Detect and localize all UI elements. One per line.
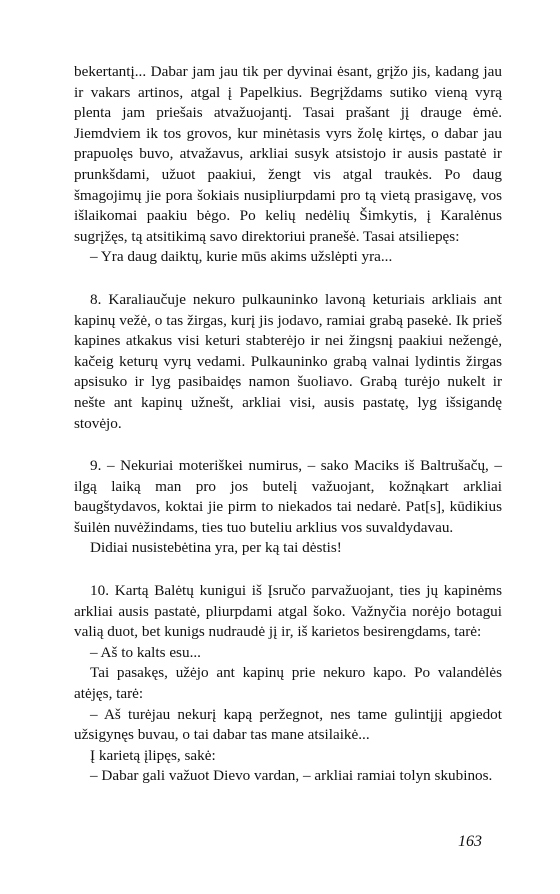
paragraph-9: – Aš turėjau nekurį kapą peržegnot, nes tame gulintįjį apgiedot užsigynęs buvau, o tai dabar tas mane atsilaikė...	[74, 705, 502, 744]
paragraph-7: – Aš to kalts esu...	[90, 643, 201, 661]
paragraph-8: Tai pasakęs, užėjo ant kapinų prie nekuro kapo. Po valandėlės atėjęs, tarė:	[74, 664, 502, 703]
paragraph-4: 9. – Nekuriai moteriškei numirus, – sako Maciks iš Baltrušačų, – ilgą laiką man pro jos butelį važuojant, kožnąkart arkliai baugštydavos, koktai jie pirm to niekados tai nedarė. Pat[s], kūdikius šuilėn nuvėžindams, ties tuo buteliu arklius vos suvaldydavau.	[74, 457, 502, 536]
paragraph-3: 8. Karaliaučuje nekuro pulkauninko lavoną keturiais arkliais ant kapinų vežė, o tas žirgas, kurį jis jodavo, ramiai grabą pasekė. Ik prieš kapines atkakus visi keturi stabterėjo ir nei žingsnį paakiui nežengė, kačeig keturų vyrų vedami. Pulkauninko grabą valnai lydintis žirgas apsisuko ir lyg pasibaidęs namon šuoliavo. Grabą turėjo nukelt ir nešte ant kapinų užnešt, arkliai visi, ausis pastatę, lyg išsigandę stovėjo.	[74, 290, 502, 432]
section-gap	[74, 434, 502, 456]
section-gap	[74, 268, 502, 290]
paragraph-1: bekertantį... Dabar jam jau tik per dyvinai ėsant, grįžo jis, kadang jau ir vakars artinos, atgal į Papelkius. Begrįždams sutiko vieną vyrą plenta jam priešais atvažuojantį. Tasai prašant jį drauge ėmė. Jiemdviem ik tos grovos, kur minėtasis vyrs žolę kirtęs, o dabar jau prapuolęs buvo, atvažavus, arkliai susyk atsistojo ir ausis pastatė ir prunkšdami, užuot paakiui, žengt vis atgal traukės. Po daug šmagojimų jie pora šokiais nusipliurpdami pro tą vietą prasigavę, vos išlaikomai paakiu bėgo. Po kelių nedėlių Šimkytis, į Karalėnus sugrįžęs, tą atsitikimą savo direktoriui pranešė. Tasai atsiliepęs:	[74, 63, 502, 245]
page-text	[74, 62, 502, 787]
paragraph-10: Į karietą įlipęs, sakė:	[90, 746, 216, 764]
paragraph-6: 10. Kartą Balėtų kunigui iš Įsručo parvažuojant, ties jų kapinėms arkliai ausis pastatė, pliurpdami atgal šoko. Važnyčia norėjo botagui valią duot, bet kunigs nudraudė jį ir, iš karietos besirengdams, tarė:	[74, 582, 502, 641]
page-number: 163	[458, 833, 482, 850]
paragraph-11: – Dabar gali važuot Dievo vardan, – arkliai ramiai tolyn skubinos.	[90, 767, 493, 785]
paragraph-5: Didiai nusistebėtina yra, per ką tai dėstis!	[90, 539, 342, 557]
paragraph-2: – Yra daug daiktų, kurie mūs akims užslėpti yra...	[90, 248, 393, 266]
section-gap	[74, 559, 502, 581]
